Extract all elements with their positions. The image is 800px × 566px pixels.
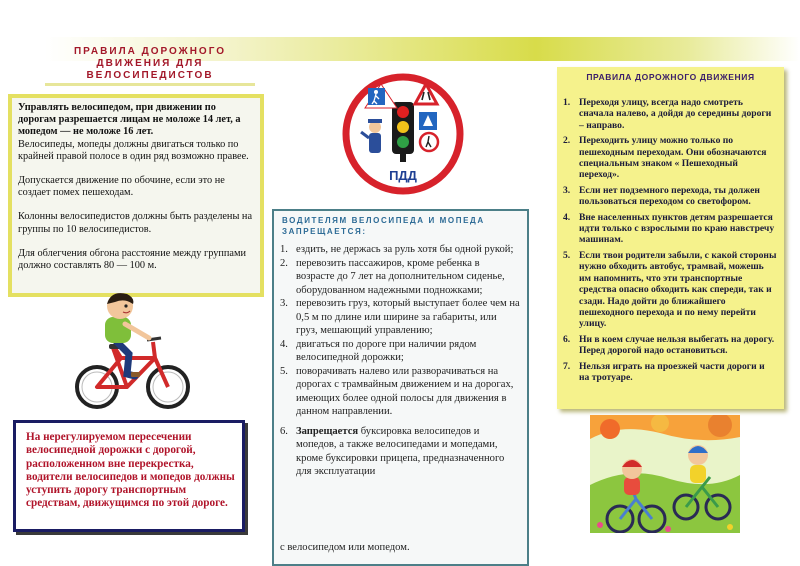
item-text: Вне населенных пунктов детям разрешается идти только с взрослыми по краю навстречу машинам. xyxy=(579,211,775,246)
cyclist-rules-box xyxy=(8,94,264,297)
item-text: двигаться по дороге при наличии рядом велосипедной дорожки; xyxy=(296,338,477,363)
traffic-rule-item xyxy=(563,250,777,330)
rule-distance: Для облегчения обгона расстояние между группами должно составлять 80 — 100 м. xyxy=(18,247,247,272)
towing-bold-word: Запрещается xyxy=(296,425,359,437)
item-number: 2. xyxy=(563,135,571,147)
item-text: Ни в коем случае нельзя выбегать на дорогу. Перед дорогой надо остановиться. xyxy=(579,333,775,357)
rule-right-lane: Велосипеды, мопеды должны двигаться только по крайней правой полосе в один ряд возможно правее. xyxy=(18,138,249,162)
traffic-rule-item xyxy=(563,212,777,246)
intersection-warning-box: На нерегулируемом пересечении велосипедной дорожки с дорогой, расположенном вне перекрестка, водители велосипедов и мопедов должны уступить дорогу транспортным средствам, движущимся по этой дороге. xyxy=(13,420,245,532)
item-number: 3. xyxy=(280,298,288,309)
prohibitions-list xyxy=(280,243,520,479)
traffic-rules-list xyxy=(563,97,777,387)
pdd-logo xyxy=(341,72,465,196)
prohibition-item xyxy=(280,365,520,419)
prohibition-item xyxy=(280,297,520,338)
item-number: 5. xyxy=(563,249,571,261)
kids-cycling-illustration xyxy=(590,415,740,533)
prohibition-item-towing xyxy=(280,425,520,479)
crosswalk-sign-icon xyxy=(419,112,437,130)
traffic-rule-item xyxy=(563,135,777,181)
prohibitions-title: ВОДИТЕЛЯМ ВЕЛОСИПЕДА И МОПЕДА ЗАПРЕЩАЕТСЯ: xyxy=(282,216,485,236)
traffic-rules-title: ПРАВИЛА ДОРОЖНОГО ДВИЖЕНИЯ xyxy=(586,72,755,82)
traffic-rules-box xyxy=(557,67,784,409)
title-underline xyxy=(45,83,255,86)
item-text: перевозить пассажиров, кроме ребенка в возрасте до 7 лет на дополнительном сиденье, оборудованном надежными подножками; xyxy=(296,257,505,296)
item-text: перевозить груз, который выступает более чем на 0,5 м по длине или ширине за габариты, или груз, мешающий управлению; xyxy=(296,298,520,336)
item-number: 5. xyxy=(280,365,288,377)
traffic-rule-item xyxy=(563,185,777,208)
boy-on-bicycle-illustration xyxy=(75,292,195,417)
item-text: поворачивать налево или разворачиваться на дорогах с трамвайным движением и на дорогах, имеющих более одной полосы для движения в данном направлении. xyxy=(296,365,514,417)
prohibitions-last-line: с велосипедом или мопедом. xyxy=(280,542,410,553)
item-number: 3. xyxy=(563,184,571,196)
item-number: 6. xyxy=(280,425,288,437)
rule-groups: Колонны велосипедистов должны быть разделены на группы по 10 велосипедистов. xyxy=(18,211,253,235)
traffic-rule-item xyxy=(563,97,777,131)
no-pedestrians-sign-icon xyxy=(420,133,438,151)
item-text: Нельзя играть на проезжей части дороги и на тротуаре. xyxy=(579,360,765,383)
traffic-rule-item xyxy=(563,361,777,384)
item-text: ездить, не держась за руль хотя бы одной рукой; xyxy=(296,244,514,255)
item-text: Если нет подземного перехода, ты должен пользоваться переходом со светофором. xyxy=(579,184,760,208)
prohibition-item xyxy=(280,243,520,257)
item-number: 1. xyxy=(563,97,571,108)
item-number: 4. xyxy=(563,211,571,223)
rule-shoulder: Допускается движение по обочине, если это не создает помех пешеходам. xyxy=(18,175,225,199)
prohibition-item xyxy=(280,338,520,365)
pdd-logo-text: ПДД xyxy=(389,168,417,183)
item-text: Переходить улицу можно только по пешеходным переходам. Они обозначаются специальным знаком « Пешеходный переход». xyxy=(579,135,767,181)
prohibitions-box xyxy=(272,209,529,566)
item-number: 6. xyxy=(563,333,571,345)
item-text: Если твои родители забыли, с какой стороны нужно обходить автобус, трамвай, можешь им напомнить, что эти транспортные средства опасно обходить как спереди, так и сзади. Надо дойти до ближайшего пешеходного перехода и по нему перейти улицу. xyxy=(579,249,777,330)
rule-age-limit: Управлять велосипедом, при движении по дорогам разрешается лицам не моложе 14 лет, а мопедом — не моложе 16 лет. xyxy=(18,102,241,138)
item-number: 4. xyxy=(280,338,288,350)
left-section-title: ПРАВИЛА ДОРОЖНОГО ДВИЖЕНИЯ ДЛЯ ВЕЛОСИПЕДИСТОВ xyxy=(73,46,227,81)
traffic-rule-item xyxy=(563,334,777,357)
item-text: Переходя улицу, всегда надо смотреть сначала налево, а дойдя до середины дороги – направо. xyxy=(579,97,772,131)
item-number: 7. xyxy=(563,360,571,372)
item-number: 2. xyxy=(280,257,288,269)
item-text: буксировка велосипедов и мопедов, а также велосипедами и мопедами, кроме буксировки прицепа, предназначенного для эксплуатации xyxy=(296,425,505,477)
item-number: 1. xyxy=(280,244,288,255)
prohibition-item xyxy=(280,257,520,298)
